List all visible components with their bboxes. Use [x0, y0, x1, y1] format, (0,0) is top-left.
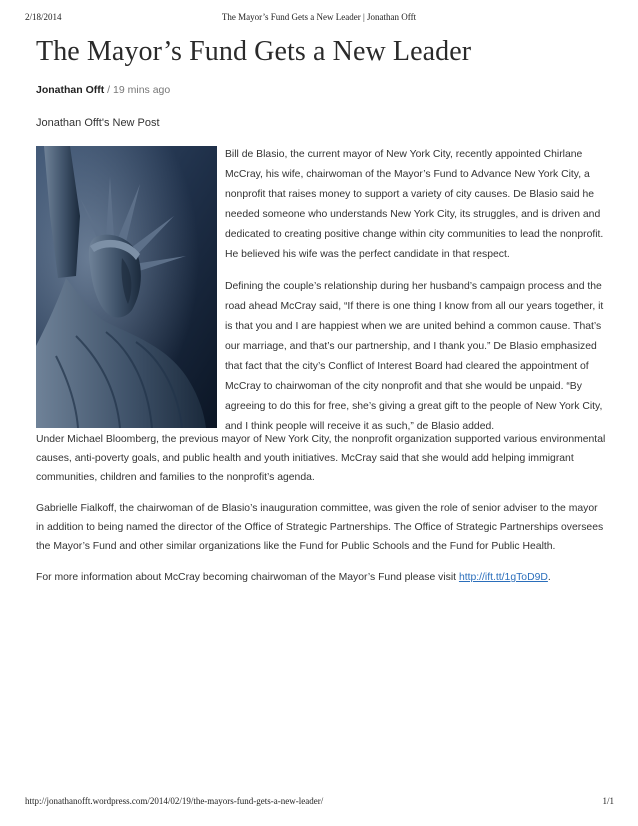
author-link[interactable]: Jonathan Offt	[36, 84, 105, 96]
print-page-title: The Mayor’s Fund Gets a New Leader | Jonathan Offt	[221, 12, 417, 22]
more-info-end: .	[547, 572, 551, 583]
paragraph: Under Michael Bloomberg, the previous mayor of New York City, the nonprofit organization supported various environmental causes, anti-poverty goals, and public health and youth initiatives. McCray said that she would add helping immigrant communities, children and families to the nonprofit’s agenda.	[36, 434, 606, 483]
paragraph: Gabrielle Fialkoff, the chairwoman of de Blasio’s inauguration committee, was given the role of senior adviser to the mayor in addition to being named the director of the Office of Strategic Partnerships. The Office of Strategic Partnerships oversees the Mayor’s Fund and other similar organizations like the Fund for Public Schools and the Fund for Public Health.	[36, 503, 604, 552]
paragraph: Defining the couple’s relationship during her husband’s campaign process and the road ahead McCray said, “If there is one thing I know from all our years together, it is that you and I are happiest when we are united behind a common cause. That’s our marriage, and that’s our partnership, and I thank you.” De Blasio emphasized that fact that the city’s Conflict of Interest Board had cleared the appointment of McCray to chairwoman of the city nonprofit and that she would be unpaid. “By agreeing to do this for free, she’s giving a great gift to the people of New York City, and I think people will receive it as such,” de Blasio added.	[225, 281, 604, 432]
paragraph: Bill de Blasio, the current mayor of New York City, recently appointed Chirlane McCray, his wife, chairwoman of the Mayor’s Fund to Advance New York City, a nonprofit that raises money to support a variety of city causes. De Blasio said he needed someone who understands New York City, its struggles, and is driven and dedicated to creating positive change within city communities to lead the nonprofit. He believed his wife was the perfect candidate in that respect.	[225, 149, 604, 260]
byline	[36, 84, 170, 96]
print-url: http://jonathanofft.wordpress.com/2014/02/19/the-mayors-fund-gets-a-new-leader/	[25, 796, 324, 806]
byline-separator: /	[104, 84, 114, 96]
article-body-wrapped	[225, 145, 610, 449]
page-number: 1/1	[602, 796, 614, 806]
more-info-link[interactable]: http://ift.tt/1gToD9D	[458, 572, 548, 583]
more-info-text: For more information about McCray becoming chairwoman of the Mayor’s Fund please visit	[36, 572, 459, 583]
article-body-full	[36, 430, 606, 599]
statue-of-liberty-photo	[36, 146, 217, 428]
print-date: 2/18/2014	[25, 12, 62, 22]
article-title: The Mayor’s Fund Gets a New Leader	[36, 36, 472, 67]
post-time: 19 mins ago	[113, 84, 171, 96]
more-info-paragraph	[36, 568, 606, 587]
new-post-label: Jonathan Offt's New Post	[36, 117, 160, 129]
